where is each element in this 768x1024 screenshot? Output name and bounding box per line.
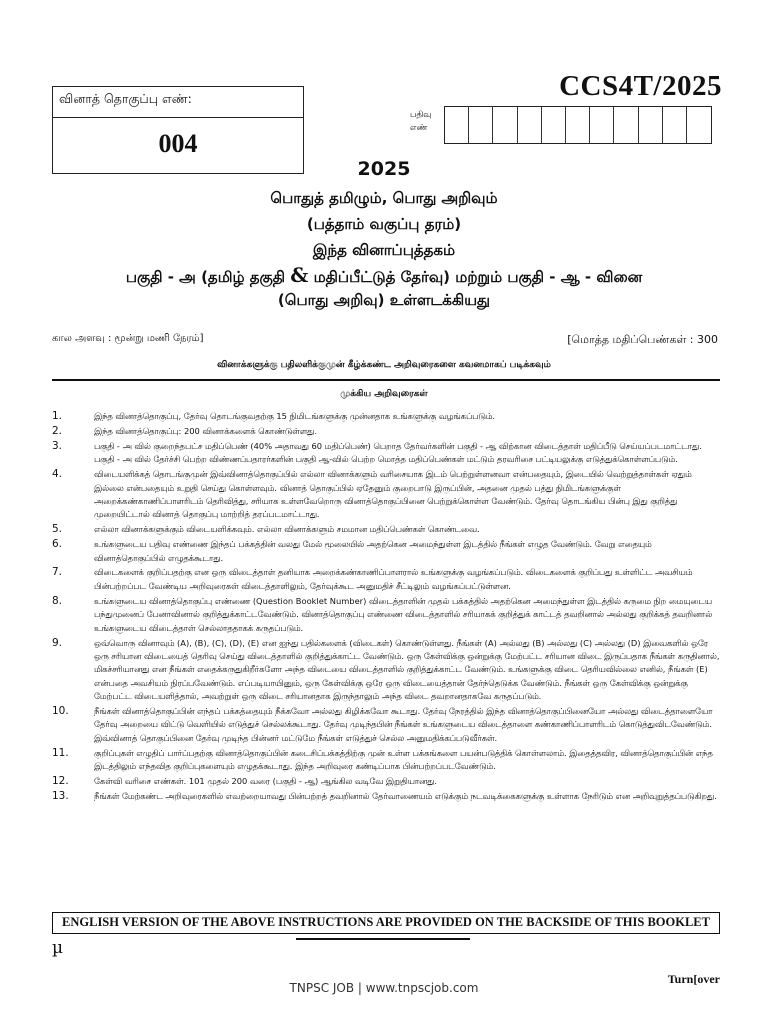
register-digit-box[interactable] (518, 107, 542, 143)
instruction-number: 2. (52, 424, 63, 437)
register-digit-box[interactable] (639, 107, 663, 143)
register-digit-box[interactable] (687, 107, 711, 143)
total-marks: [மொத்த மதிப்பெண்கள் : 300 (567, 333, 718, 346)
instruction-item (52, 705, 720, 745)
english-version-note: ENGLISH VERSION OF THE ABOVE INSTRUCTIONS ARE PROVIDED ON THE BACKSIDE OF THIS BOOKLET (52, 912, 720, 934)
register-digit-box[interactable] (566, 107, 590, 143)
register-digit-box[interactable] (445, 107, 469, 143)
instruction-item (52, 468, 720, 522)
time-duration: கால அளவு : மூன்று மணி நேரம்] (52, 333, 204, 344)
instruction-text: உங்களுடைய பதிவு எண்ணை இந்தப் பக்கத்தின் வலது மேல் மூலையில் அதற்கென அமைந்துள்ள இடத்தில் நீங்கள் எழுத வேண்டும். வேறு எதையும் வினாத்தொகுப்பில் எழுதக்கூடாது. (94, 539, 652, 563)
instruction-item (52, 538, 720, 565)
booklet-number: 004 (158, 129, 198, 158)
title-line-1: பொதுத் தமிழும், பொது அறிவும் (270, 189, 498, 207)
horizontal-rule (52, 379, 720, 381)
instruction-text: குறிப்புகள் எழுதிப் பார்ப்பதற்கு வினாத்தொகுப்பின் கடைசிப்பக்கத்திற்கு முன் உள்ள பக்கங்களை பயன்படுத்திக் கொள்ளலாம். இதைத்தவிர, வினாத்தொகுப்பின் எந்த இடத்திலும் எந்தவித குறிப்புகளையும் எழுதக்கூடாது. இந்த அறிவுரை கண்டிப்பாக பின்பற்றப்படவேண்டும். (94, 747, 713, 772)
instruction-item (52, 747, 720, 774)
instruction-text: ஒவ்வொரு வினாவும் (A), (B), (C), (D), (E) என ஐந்து பதில்களைக் (விடைகள்) கொண்டுள்ளது. நீங்கள் (A) அல்லது (B) அல்லது (C) அல்லது (D) இவைகளில் ஒரே ஒரு சரியான விடையைத் தெரிவு செய்து விடைத்தாளில் குறித்துக்காட்ட வேண்டும். ஒரு கேள்விக்கு ஒன்றுக்கு மேற்பட்ட சரியான விடை இருப்பதாக நீங்கள் கருதினால், மிகச்சரியானது என நீங்கள் எதைக்கருதுகிறீர்களோ அந்த விடையை விடைத்தாளில் குறித்துக்காட்ட வேண்டும். உங்களுக்கு விடை தெரியவில்லை எனில், நீங்கள் (E) என்பதை அவசியம் நிரப்பவேண்டும். எப்படியாயினும், ஒரு கேள்விக்கு ஒரே ஒரு விடையைத்தான் தேர்ந்தெடுக்க வேண்டும். நீங்கள் ஒரு கேள்விக்கு ஒன்றுக்கு மேற்பட்ட விடையளித்தால், அவற்றுள் ஒரு விடை சரியானதாக இருந்தாலும் அந்த விடை தவறானதாகவே கருதப்படும். (94, 637, 720, 702)
instruction-number: 1. (52, 410, 63, 422)
instruction-item (52, 425, 720, 438)
instructions-list (52, 410, 720, 805)
instruction-item (52, 790, 720, 803)
title-line-5: (பொது அறிவு) உள்ளடக்கியது (277, 291, 491, 309)
booklet-box-divider (53, 117, 303, 118)
title-line-4-part-b: மதிப்பீட்டுத் தேர்வு) மற்றும் பகுதி - ஆ - வினை (308, 268, 643, 286)
instruction-text: நீங்கள் மேற்கண்ட அறிவுரைகளில் எவற்றையாவது பின்பற்றத் தவறினால் தேர்வாணையம் எடுக்கும் நடவடிக்கைகளுக்கு உள்ளாக நேரிடும் என அறிவுறுத்தப்படுகிறது. (94, 790, 717, 801)
instruction-text: நீங்கள் வினாத்தொகுப்பின் எந்தப் பக்கத்தையும் நீக்கவோ அல்லது கிழிக்கவோ கூடாது. தேர்வு நேரத்தில் இந்த வினாத்தொகுப்பினையோ அல்லது விடைத்தாளையோ தேர்வு அறையை விட்டு வெளியில் எடுத்துச் செல்லக்கூடாது. தேர்வு முடிந்தபின் நீங்கள் உங்களுடைய விடைத்தாளை கண்காணிப்பாளரிடம் கொடுத்துவிடவேண்டும். இவ்வினாத் தொகுப்பினை தேர்வு முடிந்த பின்னர் மட்டுமே நீங்கள் எடுத்துச் செல்ல அனுமதிக்கப்படுவீர்கள். (94, 706, 713, 743)
instruction-item (52, 637, 720, 704)
instruction-text: எல்லா வினாக்களுக்கும் விடையளிக்கவும். எல்லா வினாக்களும் சமமான மதிப்பெண்கள் கொண்டவை. (94, 524, 480, 535)
register-digit-box[interactable] (614, 107, 638, 143)
important-instructions-heading: முக்கிய அறிவுரைகள் (340, 389, 428, 399)
instruction-number: 4. (52, 468, 63, 481)
title-line-2: (பத்தாம் வகுப்பு தரம்) (306, 215, 462, 233)
instruction-text: கேள்வி வரிசை எண்கள். 101 முதல் 200 வரை (பகுதி - ஆ) ஆங்கில வடிவே இறுதியானது. (94, 776, 438, 787)
exam-year: 2025 (357, 158, 411, 180)
register-digit-box[interactable] (493, 107, 517, 143)
title-line-3: இந்த வினாப்புத்தகம் (312, 241, 456, 259)
instruction-item (52, 410, 720, 423)
instruction-number: 7. (52, 566, 63, 579)
instruction-number: 11. (52, 746, 69, 759)
register-label-line2: எண் (410, 123, 428, 133)
instruction-item (52, 775, 720, 788)
instruction-item (52, 440, 720, 467)
instruction-item (52, 523, 720, 536)
instruction-number: 10. (52, 705, 69, 718)
read-instructions-note: வினாக்களுக்கு பதிலளிக்குமுன் கீழ்க்கண்ட அறிவுரைகளை கவனமாகப் படிக்கவும் (217, 360, 551, 370)
register-number-boxes[interactable] (444, 106, 712, 144)
instruction-number: 9. (52, 636, 63, 649)
title-line-4 (0, 263, 768, 288)
title-line-4-part-a: பகுதி - அ (தமிழ் தகுதி (125, 268, 291, 286)
instruction-text: இந்த வினாத்தொகுப்பு: 200 வினாக்களைக் கொண்டுள்ளது. (94, 425, 318, 436)
register-label-line1: பதிவு (410, 110, 432, 120)
ampersand: & (290, 263, 309, 287)
instruction-item (52, 595, 720, 635)
instruction-text: விடையளிக்கத் தொடங்குமுன் இவ்வினாத்தொகுப்பில் எல்லா வினாக்களும் வரிசையாக இடம் பெற்றுள்ளனவா என்பதையும், இடையில் வெற்றுத்தாள்கள் ஏதும் இல்லை என்பதையும் உறுதி செய்து கொள்ளவும். வினாத் தொகுப்பில் ஏதேனும் குறைபாடு இருப்பின், அதனை முதல் பத்து நிமிடங்களுக்குள் அறைக்கண்காணிப்பாளரிடம் தெரிவித்து, சரியாக உள்ளவேறொரு வினாத்தொகுப்பினை பெற்றுக்கொள்ள வேண்டும். தேர்வு தொடங்கிய பின்பு இது குறித்து முறையிட்டால் வினாத் தொகுப்பு மாற்றித் தரப்படமாட்டாது. (94, 469, 692, 520)
exam-code: CCS4T/2025 (559, 70, 722, 102)
footer-rule (296, 938, 470, 940)
instruction-text: விடைகளைக் குறிப்பதற்கு என ஒரு விடைத்தாள் தனியாக அறைக்கண்காணிப்பாளரால் உங்களுக்கு வழங்கப்படும். விடைகளைக் குறிப்பது உள்ளிட்ட அவசியம் பின்பற்றப்பட வேண்டிய அறிவுரைகள் விடைத்தாளிலும், தேர்வுக்கூட அனுமதிச் சீட்டிலும் வழங்கப்பட்டுள்ளன. (94, 567, 693, 591)
register-number-label (410, 109, 431, 135)
instruction-number: 6. (52, 538, 63, 551)
instruction-text: பகுதி - அ வில் குறைந்தபட்ச மதிப்பெண் (40% அதாவது 60 மதிப்பெண்) பெறாத தேர்வர்களின் பகுதி - ஆ விற்கான விடைத்தாள் மதிப்பீடு செய்யப்படமாட்டாது. பகுதி - அ வில் தேர்ச்சி பெற்ற விண்ணப்பதாரர்களின் பகுதி ஆ-வில் பெற்ற மொத்த மதிப்பெண்கள் மட்டும் தரவரிசை பட்டியலுக்கு எடுத்துக்கொள்ளப்படும். (94, 440, 702, 465)
instruction-number: 8. (52, 594, 63, 607)
instruction-item (52, 566, 720, 593)
watermark-footer: TNPSC JOB | www.tnpscjob.com (289, 981, 479, 995)
instruction-number: 5. (52, 523, 63, 536)
instruction-text: உங்களுடைய வினாத்தொகுப்பு எண்ணை (Question Booklet Number) விடைத்தாளின் முதல் பக்கத்தில் அதற்கென அமைந்துள்ள இடத்தில் கருமை நிற மையுடைய பந்துமுனைப் பேனாவினால் குறித்துக்காட்டவேண்டும். வினாத்தொகுப்பு எண்ணை விடைத்தாளில் சரியாகக் குறித்துக் காட்டத் தவறினால் அல்லது குறிக்கத் தவறினால் உங்களுடைய விடைத்தாள் செல்லாததாகக் கருதப்படும். (94, 595, 713, 633)
register-digit-box[interactable] (663, 107, 687, 143)
mu-symbol: µ (52, 938, 64, 958)
instruction-number: 13. (52, 789, 69, 802)
register-digit-box[interactable] (469, 107, 493, 143)
register-digit-box[interactable] (542, 107, 566, 143)
instruction-text: இந்த வினாத்தொகுப்பு, தேர்வு தொடங்குவதற்கு 15 நிமிடங்களுக்கு முன்னதாக உங்களுக்கு வழங்கப்படும். (94, 411, 496, 421)
register-digit-box[interactable] (590, 107, 614, 143)
booklet-number-label: வினாத் தொகுப்பு எண்: (59, 91, 192, 106)
instruction-number: 3. (52, 439, 63, 452)
turn-over-label: Turn[over (667, 972, 720, 986)
instruction-number: 12. (52, 775, 69, 788)
